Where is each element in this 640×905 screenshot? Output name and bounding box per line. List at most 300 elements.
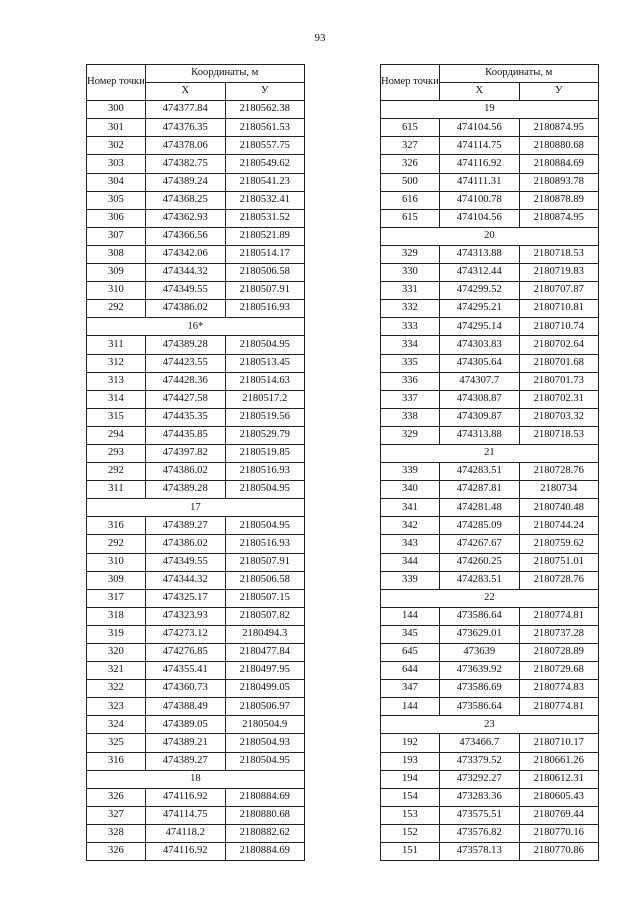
x-coordinate-cell: 474307.7	[439, 372, 519, 390]
header-x: X	[145, 83, 225, 101]
table-row	[381, 770, 599, 788]
table-body	[381, 101, 599, 861]
x-coordinate-cell: 474386.02	[145, 300, 225, 318]
y-coordinate-cell: 2180874.95	[519, 209, 598, 227]
y-coordinate-cell: 2180774.83	[519, 680, 598, 698]
section-row	[381, 227, 599, 245]
y-coordinate-cell: 2180562.38	[225, 101, 304, 119]
table-row	[381, 245, 599, 263]
x-coordinate-cell: 474303.83	[439, 336, 519, 354]
y-coordinate-cell: 2180728.89	[519, 644, 598, 662]
page-number: 93	[314, 32, 326, 44]
y-coordinate-cell: 2180504.95	[225, 336, 304, 354]
point-number-cell: 327	[87, 806, 146, 824]
table-row	[87, 426, 305, 444]
y-coordinate-cell: 2180774.81	[519, 607, 598, 625]
point-number-cell: 302	[87, 137, 146, 155]
table-row	[381, 336, 599, 354]
x-coordinate-cell: 473639	[439, 644, 519, 662]
y-coordinate-cell: 2180661.26	[519, 752, 598, 770]
table-row	[381, 806, 599, 824]
y-coordinate-cell: 2180884.69	[225, 843, 304, 861]
y-coordinate-cell: 2180893.78	[519, 173, 598, 191]
point-number-cell: 342	[381, 517, 440, 535]
point-number-cell: 311	[87, 481, 146, 499]
table-row	[381, 517, 599, 535]
point-number-cell: 324	[87, 716, 146, 734]
y-coordinate-cell: 2180507.91	[225, 282, 304, 300]
table-row	[87, 336, 305, 354]
y-coordinate-cell: 2180516.93	[225, 463, 304, 481]
table-row	[381, 843, 599, 861]
header-coordinates: Координаты, м	[439, 65, 598, 83]
x-coordinate-cell: 474114.75	[439, 137, 519, 155]
x-coordinate-cell: 474423.55	[145, 354, 225, 372]
point-number-cell: 338	[381, 408, 440, 426]
table-row	[87, 408, 305, 426]
y-coordinate-cell: 2180759.62	[519, 535, 598, 553]
point-number-cell: 343	[381, 535, 440, 553]
x-coordinate-cell: 474281.48	[439, 499, 519, 517]
point-number-cell: 329	[381, 426, 440, 444]
x-coordinate-cell: 474312.44	[439, 264, 519, 282]
point-number-cell: 331	[381, 282, 440, 300]
x-coordinate-cell: 474366.56	[145, 227, 225, 245]
table-row	[87, 571, 305, 589]
point-number-cell: 326	[87, 788, 146, 806]
y-coordinate-cell: 2180506.58	[225, 264, 304, 282]
section-label: 22	[381, 589, 599, 607]
point-number-cell: 307	[87, 227, 146, 245]
table-row	[381, 463, 599, 481]
y-coordinate-cell: 2180612.31	[519, 770, 598, 788]
x-coordinate-cell: 474305.64	[439, 354, 519, 372]
x-coordinate-cell: 474389.27	[145, 517, 225, 535]
table-row	[87, 553, 305, 571]
y-coordinate-cell: 2180514.17	[225, 245, 304, 263]
section-label: 18	[87, 770, 305, 788]
y-coordinate-cell: 2180729.68	[519, 662, 598, 680]
x-coordinate-cell: 474283.51	[439, 571, 519, 589]
section-row	[87, 499, 305, 517]
x-coordinate-cell: 474118.2	[145, 824, 225, 842]
y-coordinate-cell: 2180884.69	[225, 788, 304, 806]
x-coordinate-cell: 473292.27	[439, 770, 519, 788]
coordinates-table-left	[86, 64, 305, 861]
x-coordinate-cell: 474389.05	[145, 716, 225, 734]
table-row	[381, 191, 599, 209]
table-row	[381, 209, 599, 227]
y-coordinate-cell: 2180701.73	[519, 372, 598, 390]
table-row	[381, 607, 599, 625]
y-coordinate-cell: 2180504.95	[225, 481, 304, 499]
point-number-cell: 316	[87, 752, 146, 770]
point-number-cell: 644	[381, 662, 440, 680]
x-coordinate-cell: 474313.88	[439, 245, 519, 263]
x-coordinate-cell: 474389.24	[145, 173, 225, 191]
table-row	[381, 824, 599, 842]
table-row	[381, 644, 599, 662]
section-label: 17	[87, 499, 305, 517]
x-coordinate-cell: 474104.56	[439, 119, 519, 137]
x-coordinate-cell: 474362.93	[145, 209, 225, 227]
point-number-cell: 341	[381, 499, 440, 517]
table-row	[381, 264, 599, 282]
point-number-cell: 500	[381, 173, 440, 191]
table-row	[87, 300, 305, 318]
x-coordinate-cell: 474349.55	[145, 553, 225, 571]
coordinates-table-right	[380, 64, 599, 861]
point-number-cell: 337	[381, 390, 440, 408]
point-number-cell: 301	[87, 119, 146, 137]
x-coordinate-cell: 474273.12	[145, 625, 225, 643]
table-row	[87, 644, 305, 662]
table-row	[87, 137, 305, 155]
table-row	[381, 426, 599, 444]
table-row	[381, 372, 599, 390]
point-number-cell: 292	[87, 300, 146, 318]
x-coordinate-cell: 473283.36	[439, 788, 519, 806]
point-number-cell: 310	[87, 282, 146, 300]
table-row	[87, 372, 305, 390]
table-row	[381, 318, 599, 336]
point-number-cell: 306	[87, 209, 146, 227]
x-coordinate-cell: 474267.67	[439, 535, 519, 553]
table-row	[381, 155, 599, 173]
section-row	[381, 444, 599, 462]
point-number-cell: 347	[381, 680, 440, 698]
x-coordinate-cell: 474344.32	[145, 264, 225, 282]
table-row	[381, 752, 599, 770]
table-row	[381, 680, 599, 698]
point-number-cell: 154	[381, 788, 440, 806]
x-coordinate-cell: 474389.27	[145, 752, 225, 770]
point-number-cell: 333	[381, 318, 440, 336]
x-coordinate-cell: 474283.51	[439, 463, 519, 481]
x-coordinate-cell: 473578.13	[439, 843, 519, 861]
table-row	[87, 481, 305, 499]
table-row	[87, 716, 305, 734]
y-coordinate-cell: 2180874.95	[519, 119, 598, 137]
x-coordinate-cell: 474397.82	[145, 444, 225, 462]
table-row	[381, 173, 599, 191]
y-coordinate-cell: 2180703.32	[519, 408, 598, 426]
table-row	[381, 698, 599, 716]
point-number-cell: 323	[87, 698, 146, 716]
table-row	[87, 625, 305, 643]
section-label: 23	[381, 716, 599, 734]
section-label: 16*	[87, 318, 305, 336]
header-x: X	[439, 83, 519, 101]
header-y: У	[225, 83, 304, 101]
x-coordinate-cell: 474378.06	[145, 137, 225, 155]
x-coordinate-cell: 474313.88	[439, 426, 519, 444]
y-coordinate-cell: 2180517.2	[225, 390, 304, 408]
table-row	[87, 155, 305, 173]
y-coordinate-cell: 2180718.53	[519, 426, 598, 444]
point-number-cell: 152	[381, 824, 440, 842]
header-point-number: Номер точки	[381, 65, 440, 101]
section-row	[87, 770, 305, 788]
x-coordinate-cell: 474104.56	[439, 209, 519, 227]
y-coordinate-cell: 2180531.52	[225, 209, 304, 227]
x-coordinate-cell: 474276.85	[145, 644, 225, 662]
y-coordinate-cell: 2180519.56	[225, 408, 304, 426]
section-row	[381, 716, 599, 734]
point-number-cell: 339	[381, 571, 440, 589]
point-number-cell: 292	[87, 535, 146, 553]
y-coordinate-cell: 2180770.16	[519, 824, 598, 842]
table-row	[87, 517, 305, 535]
table-row	[87, 245, 305, 263]
x-coordinate-cell: 473586.64	[439, 607, 519, 625]
y-coordinate-cell: 2180497.95	[225, 662, 304, 680]
y-coordinate-cell: 2180514.63	[225, 372, 304, 390]
point-number-cell: 344	[381, 553, 440, 571]
table-row	[381, 282, 599, 300]
table-row	[381, 354, 599, 372]
point-number-cell: 311	[87, 336, 146, 354]
x-coordinate-cell: 474100.78	[439, 191, 519, 209]
point-number-cell: 144	[381, 607, 440, 625]
table-row	[87, 227, 305, 245]
table-body	[87, 101, 305, 861]
table-row	[87, 463, 305, 481]
y-coordinate-cell: 2180744.24	[519, 517, 598, 535]
table-row	[381, 788, 599, 806]
point-number-cell: 316	[87, 517, 146, 535]
point-number-cell: 327	[381, 137, 440, 155]
x-coordinate-cell: 474285.09	[439, 517, 519, 535]
point-number-cell: 294	[87, 426, 146, 444]
point-number-cell: 153	[381, 806, 440, 824]
table-row	[87, 354, 305, 372]
x-coordinate-cell: 474388.49	[145, 698, 225, 716]
x-coordinate-cell: 474309.87	[439, 408, 519, 426]
y-coordinate-cell: 2180882.62	[225, 824, 304, 842]
y-coordinate-cell: 2180506.58	[225, 571, 304, 589]
point-number-cell: 339	[381, 463, 440, 481]
point-number-cell: 616	[381, 191, 440, 209]
x-coordinate-cell: 474427.58	[145, 390, 225, 408]
table-row	[87, 698, 305, 716]
x-coordinate-cell: 473576.82	[439, 824, 519, 842]
x-coordinate-cell: 474116.92	[145, 843, 225, 861]
y-coordinate-cell: 2180507.82	[225, 607, 304, 625]
table-row	[87, 390, 305, 408]
x-coordinate-cell: 473639.92	[439, 662, 519, 680]
x-coordinate-cell: 474389.28	[145, 481, 225, 499]
y-coordinate-cell: 2180884.69	[519, 155, 598, 173]
point-number-cell: 313	[87, 372, 146, 390]
y-coordinate-cell: 2180740.48	[519, 499, 598, 517]
y-coordinate-cell: 2180506.97	[225, 698, 304, 716]
table-row	[87, 535, 305, 553]
point-number-cell: 305	[87, 191, 146, 209]
y-coordinate-cell: 2180701.68	[519, 354, 598, 372]
x-coordinate-cell: 473586.69	[439, 680, 519, 698]
y-coordinate-cell: 2180532.41	[225, 191, 304, 209]
point-number-cell: 309	[87, 264, 146, 282]
y-coordinate-cell: 2180516.93	[225, 300, 304, 318]
section-label: 21	[381, 444, 599, 462]
x-coordinate-cell: 474435.35	[145, 408, 225, 426]
table-row	[87, 843, 305, 861]
header-coordinates: Координаты, м	[145, 65, 304, 83]
y-coordinate-cell: 2180702.31	[519, 390, 598, 408]
table-row	[87, 589, 305, 607]
y-coordinate-cell: 2180477.84	[225, 644, 304, 662]
y-coordinate-cell: 2180507.15	[225, 589, 304, 607]
header-y: У	[519, 83, 598, 101]
point-number-cell: 645	[381, 644, 440, 662]
point-number-cell: 308	[87, 245, 146, 263]
x-coordinate-cell: 474355.41	[145, 662, 225, 680]
x-coordinate-cell: 473586.64	[439, 698, 519, 716]
table-row	[381, 734, 599, 752]
y-coordinate-cell: 2180710.17	[519, 734, 598, 752]
table-row	[87, 191, 305, 209]
y-coordinate-cell: 2180549.62	[225, 155, 304, 173]
point-number-cell: 300	[87, 101, 146, 119]
point-number-cell: 304	[87, 173, 146, 191]
x-coordinate-cell: 474111.31	[439, 173, 519, 191]
x-coordinate-cell: 474368.25	[145, 191, 225, 209]
point-number-cell: 151	[381, 843, 440, 861]
table-row	[87, 119, 305, 137]
x-coordinate-cell: 474389.28	[145, 336, 225, 354]
x-coordinate-cell: 474260.25	[439, 553, 519, 571]
x-coordinate-cell: 473379.52	[439, 752, 519, 770]
point-number-cell: 292	[87, 463, 146, 481]
y-coordinate-cell: 2180737.28	[519, 625, 598, 643]
table-row	[87, 788, 305, 806]
table-row	[381, 481, 599, 499]
point-number-cell: 320	[87, 644, 146, 662]
table-row	[87, 264, 305, 282]
x-coordinate-cell: 474386.02	[145, 463, 225, 481]
x-coordinate-cell: 473575.51	[439, 806, 519, 824]
y-coordinate-cell: 2180707.87	[519, 282, 598, 300]
y-coordinate-cell: 2180516.93	[225, 535, 304, 553]
x-coordinate-cell: 474360.73	[145, 680, 225, 698]
point-number-cell: 144	[381, 698, 440, 716]
x-coordinate-cell: 474299.52	[439, 282, 519, 300]
point-number-cell: 314	[87, 390, 146, 408]
y-coordinate-cell: 2180702.64	[519, 336, 598, 354]
x-coordinate-cell: 474295.21	[439, 300, 519, 318]
y-coordinate-cell: 2180880.68	[519, 137, 598, 155]
point-number-cell: 345	[381, 625, 440, 643]
point-number-cell: 340	[381, 481, 440, 499]
section-row	[87, 318, 305, 336]
point-number-cell: 194	[381, 770, 440, 788]
y-coordinate-cell: 2180557.75	[225, 137, 304, 155]
point-number-cell: 325	[87, 734, 146, 752]
point-number-cell: 318	[87, 607, 146, 625]
section-label: 19	[381, 101, 599, 119]
table-row	[87, 209, 305, 227]
y-coordinate-cell: 2180774.81	[519, 698, 598, 716]
x-coordinate-cell: 474116.92	[439, 155, 519, 173]
point-number-cell: 312	[87, 354, 146, 372]
point-number-cell: 336	[381, 372, 440, 390]
x-coordinate-cell: 474287.81	[439, 481, 519, 499]
table-row	[87, 282, 305, 300]
x-coordinate-cell: 474435.85	[145, 426, 225, 444]
y-coordinate-cell: 2180499.05	[225, 680, 304, 698]
table-row	[381, 499, 599, 517]
point-number-cell: 293	[87, 444, 146, 462]
x-coordinate-cell: 474382.75	[145, 155, 225, 173]
table-row	[87, 173, 305, 191]
y-coordinate-cell: 2180605.43	[519, 788, 598, 806]
x-coordinate-cell: 474344.32	[145, 571, 225, 589]
section-row	[381, 589, 599, 607]
point-number-cell: 328	[87, 824, 146, 842]
point-number-cell: 315	[87, 408, 146, 426]
point-number-cell: 615	[381, 119, 440, 137]
y-coordinate-cell: 2180504.95	[225, 752, 304, 770]
x-coordinate-cell: 474342.06	[145, 245, 225, 263]
point-number-cell: 309	[87, 571, 146, 589]
table-row	[87, 752, 305, 770]
point-number-cell: 322	[87, 680, 146, 698]
y-coordinate-cell: 2180561.53	[225, 119, 304, 137]
point-number-cell: 193	[381, 752, 440, 770]
y-coordinate-cell: 2180878.89	[519, 191, 598, 209]
y-coordinate-cell: 2180541.23	[225, 173, 304, 191]
table-row	[87, 662, 305, 680]
point-number-cell: 326	[87, 843, 146, 861]
section-row	[381, 101, 599, 119]
x-coordinate-cell: 474377.84	[145, 101, 225, 119]
y-coordinate-cell: 2180504.93	[225, 734, 304, 752]
x-coordinate-cell: 474114.75	[145, 806, 225, 824]
x-coordinate-cell: 473466.7	[439, 734, 519, 752]
table-row	[381, 300, 599, 318]
x-coordinate-cell: 474386.02	[145, 535, 225, 553]
y-coordinate-cell: 2180770.86	[519, 843, 598, 861]
table-row	[381, 119, 599, 137]
table-row	[381, 625, 599, 643]
y-coordinate-cell: 2180751.01	[519, 553, 598, 571]
y-coordinate-cell: 2180719.83	[519, 264, 598, 282]
x-coordinate-cell: 474116.92	[145, 788, 225, 806]
x-coordinate-cell: 474323.93	[145, 607, 225, 625]
y-coordinate-cell: 2180494.3	[225, 625, 304, 643]
table-row	[381, 137, 599, 155]
table-row	[381, 662, 599, 680]
point-number-cell: 319	[87, 625, 146, 643]
point-number-cell: 326	[381, 155, 440, 173]
x-coordinate-cell: 474389.21	[145, 734, 225, 752]
y-coordinate-cell: 2180519.85	[225, 444, 304, 462]
table-row	[87, 734, 305, 752]
point-number-cell: 332	[381, 300, 440, 318]
point-number-cell: 192	[381, 734, 440, 752]
y-coordinate-cell: 2180728.76	[519, 571, 598, 589]
table-row	[381, 571, 599, 589]
table-row	[87, 680, 305, 698]
x-coordinate-cell: 474428.36	[145, 372, 225, 390]
table-row	[87, 806, 305, 824]
point-number-cell: 310	[87, 553, 146, 571]
point-number-cell: 615	[381, 209, 440, 227]
x-coordinate-cell: 474295.14	[439, 318, 519, 336]
point-number-cell: 334	[381, 336, 440, 354]
point-number-cell: 303	[87, 155, 146, 173]
